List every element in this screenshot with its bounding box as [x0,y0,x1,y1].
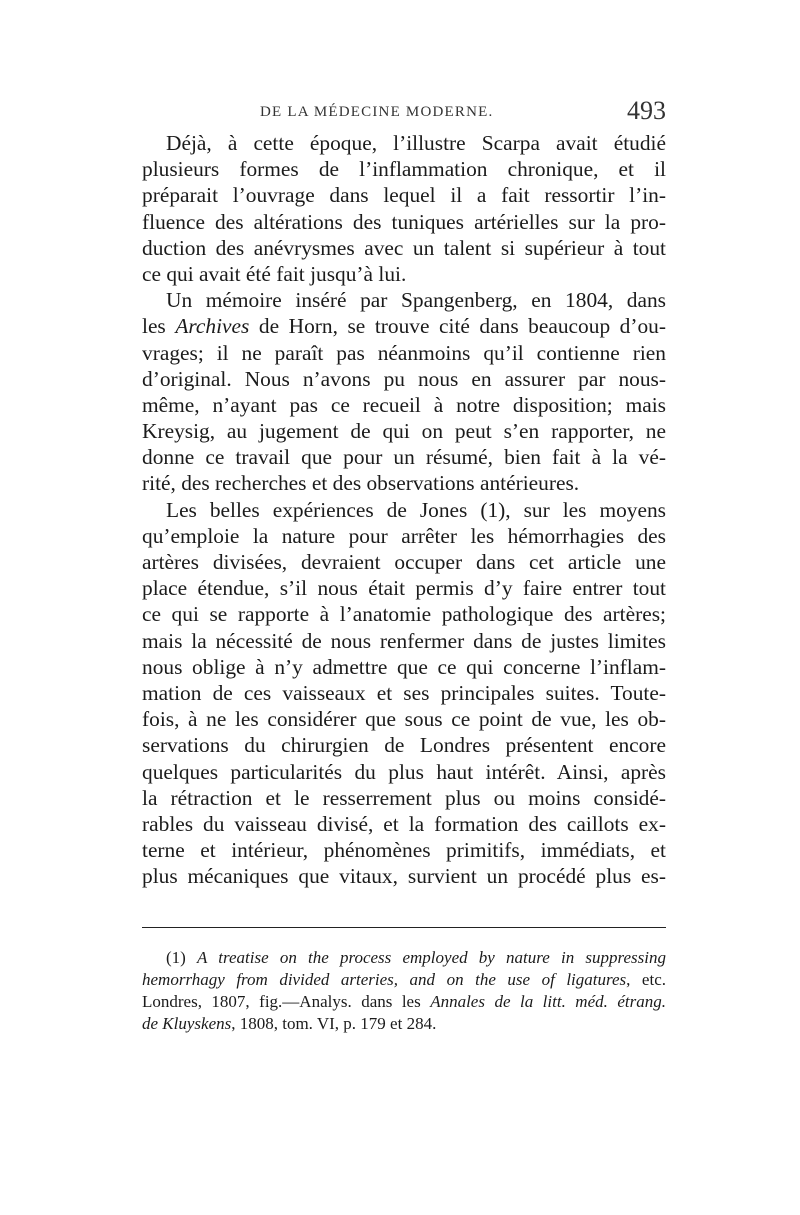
text-line: Les belles expériences de Jones (1), sur les moyens [166,497,666,522]
footnote [142,947,666,1035]
text-line: place étendue, s’il nous était permis d’y faire entrer tout [142,576,666,601]
footnote-text: Londres, 1807, fig.—Analys. dans les [142,992,431,1011]
text-line: duction des anévrysmes avec un talent si supérieur à tout [142,235,666,260]
text-line: plus mécaniques que vitaux, survient un procédé plus es- [142,864,666,889]
text-line: rables du vaisseau divisé, et la formation des caillots ex- [142,811,666,836]
text-line: fois, à ne les considérer que sous ce point de vue, les ob- [142,707,666,732]
footnote-italic: Annales de la litt. méd. étrang. [430,992,666,1011]
footnote-italic: de Kluyskens [142,1014,232,1033]
running-head: DE LA MÉDECINE MODERNE. [260,104,494,120]
text-line: Kreysig, au jugement de qui on peut s’en rapporter, ne [142,419,666,444]
footnote-line [142,991,666,1013]
page-number: 493 [627,96,666,125]
text-line: vrages; il ne paraît pas néanmoins qu’il contienne rien [142,340,666,365]
text-line: mation de ces vaisseaux et ses principales suites. Toute- [142,680,666,705]
italic-title: Archives [175,314,250,339]
page-header [142,96,666,132]
text-line: Déjà, à cette époque, l’illustre Scarpa avait étudié [166,131,666,155]
text-line: donne ce travail que pour un résumé, bien fait à la vé- [142,445,666,470]
text-line: la rétraction et le resserrement plus ou moins considé- [142,785,666,810]
footnote-marker: (1) [166,948,198,967]
body-text [142,130,666,889]
text-line: servations du chirurgien de Londres présentent encore [142,733,666,758]
footnote-line [142,1013,666,1035]
text-line: mais la nécessité de nous renfermer dans de justes limites [142,628,666,653]
text-line: même, n’ayant pas ce recueil à notre disposition; mais [142,392,666,417]
text-line: plusieurs formes de l’inflammation chronique, et il [142,157,666,182]
text-line: artères divisées, devraient occuper dans cet article une [142,550,666,574]
text-line: ce qui avait été fait jusqu’à lui. [142,261,407,286]
footnote-text: , 1808, tom. VI, p. 179 et 284. [231,1014,437,1033]
footnote-line [142,969,666,991]
footnote-italic: A treatise on the process employed by nature in suppressing [197,948,666,967]
text-line: terne et intérieur, phénomènes primitifs, immédiats, et [142,838,666,863]
footnote-line [142,947,666,969]
text-line: nous oblige à n’y admettre que ce qui concerne l’inflam- [142,654,666,679]
footnote-italic: hemorrhagy from divided arteries, and on the use of ligatures [142,970,627,989]
text-line: fluence des altérations des tuniques artérielles sur la pro- [142,209,666,234]
text-fragment: les [142,314,176,339]
text-line: rité, des recherches et des observations antérieures. [142,471,580,496]
footnote-divider [142,927,666,928]
text-fragment: de Horn, se trouve cité dans beaucoup d’ou- [258,314,667,339]
text-line: quelques particularités du plus haut intérêt. Ainsi, après [142,759,666,784]
text-line: qu’emploie la nature pour arrêter les hémorrhagies des [142,523,666,548]
text-line: ce qui se rapporte à l’anatomie pathologique des artères; [142,602,666,627]
footnote-text: , etc. [626,970,666,989]
text-line: Un mémoire inséré par Spangenberg, en 1804, dans [166,288,666,313]
text-line: préparait l’ouvrage dans lequel il a fait ressortir l’in- [142,183,666,208]
text-line [142,313,666,339]
text-line: d’original. Nous n’avons pu nous en assurer par nous- [142,366,666,391]
